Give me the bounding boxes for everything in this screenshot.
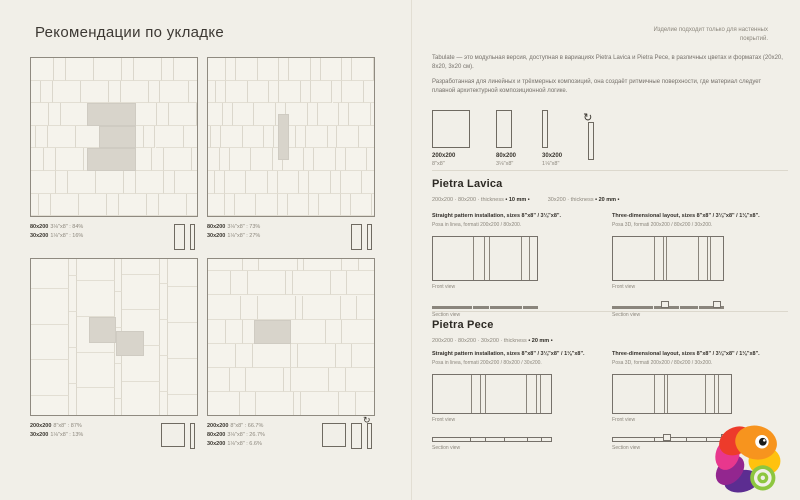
block-title: Three-dimensional layout, sizes 8"x8" / 3⅛"x8" / 1⅛"x8".	[612, 213, 760, 219]
block-subtitle: Posa in linea, formati 200x200 / 80x200.	[432, 222, 522, 229]
front-view-label: Front view	[612, 284, 636, 291]
tile-30x200-icon	[542, 110, 548, 148]
front-view-diagram	[612, 236, 724, 281]
formats-line-lavica: 200x200 · 80x200 · thickness • 10 mm • 30x200 · thickness • 20 mm •	[432, 197, 620, 203]
caption-line: 80x200 3⅛"x8" : 84%	[30, 224, 84, 230]
pece-straight-block	[432, 351, 604, 451]
tile-200x200-icon	[161, 423, 185, 447]
tile-pattern-diagram-4	[207, 258, 375, 416]
tile-30x200-rotated-icon	[583, 112, 594, 160]
vertical-divider	[411, 0, 412, 500]
diagram-caption	[207, 415, 375, 449]
front-view-diagram	[612, 374, 732, 414]
tile-30x200-icon	[190, 423, 195, 449]
formats-line-pece: 200x200 · 80x200 · 30x200 · thickness • 20 mm •	[432, 338, 553, 344]
caption-line: 30x200 1⅛"x8" : 6.6%	[207, 440, 262, 447]
caption-line: 200x200 8"x8" : 87%	[30, 423, 82, 429]
diagram-group-4	[207, 258, 375, 449]
block-title: Straight pattern installation, sizes 8"x8" / 3⅛"x8" / 1⅛"x8".	[432, 351, 585, 357]
diagram-caption	[30, 223, 198, 250]
caption-line: 30x200 1⅛"x8" : 16%	[30, 232, 84, 239]
product-note: Изделие подходит только для настенных покрытий.	[653, 27, 768, 42]
lavica-3d-block	[612, 213, 784, 318]
section-heading-pietra-pece: Pietra Pece	[432, 319, 494, 331]
caption-line: 200x200 8"x8" : 66.7%	[207, 423, 264, 429]
caption-line: 30x200 1⅛"x8" : 13%	[30, 431, 84, 438]
front-view-diagram	[432, 236, 538, 281]
block-subtitle: Posa 3D, formati 200x200 / 80x200 / 30x200.	[612, 222, 713, 229]
tile-30x200-icon	[190, 224, 195, 250]
tile-200x200-icon	[432, 110, 470, 148]
section-view-label: Section view	[612, 445, 641, 452]
tile-pattern-diagram-1	[30, 57, 198, 217]
front-view-diagram	[432, 374, 552, 414]
section-view-diagram	[612, 300, 724, 309]
format-200x200: 200x200 8"x8"	[432, 108, 470, 167]
block-title: Three-dimensional layout, sizes 8"x8" / 3⅛"x8" / 1⅛"x8".	[612, 351, 760, 357]
diagram-caption	[30, 422, 198, 449]
lavica-straight-block	[432, 213, 604, 318]
intro-paragraph-1: Tabulate — это модульная версия, доступная в вариациях Pietra Lavica и Pietra Pece, в различных цветах и форматах (20x20, 8x20, 3x20 см).	[432, 55, 783, 70]
tile-80x200-icon	[496, 110, 512, 148]
section-view-diagram	[432, 300, 538, 309]
tile-pattern-diagram-2	[207, 57, 375, 217]
section-view-label: Section view	[432, 312, 461, 319]
tile-200x200-icon	[322, 423, 346, 447]
format-80x200: 80x200 3⅛"x8"	[496, 108, 516, 167]
caption-line: 30x200 1⅛"x8" : 27%	[207, 232, 261, 239]
diagram-group-2	[207, 57, 375, 250]
format-icons-row	[432, 108, 594, 167]
block-subtitle: Posa in linea, formati 200x200 / 80x200 / 30x200.	[432, 360, 542, 367]
tile-30x200-rotated-icon	[363, 415, 372, 449]
divider	[432, 170, 788, 171]
tile-pattern-diagram-3	[30, 258, 198, 416]
section-view-diagram	[432, 433, 552, 442]
section-view-label: Section view	[612, 312, 641, 319]
caption-line: 80x200 3⅛"x8" : 26.7%	[207, 431, 265, 438]
rotate-icon: ↻	[583, 112, 593, 124]
format-30x200-rotated	[583, 112, 594, 167]
page-title: Рекомендации по укладке	[35, 24, 224, 41]
caption-line: 80x200 3⅛"x8" : 73%	[207, 224, 261, 230]
front-view-label: Front view	[432, 417, 456, 424]
tile-80x200-icon	[351, 423, 362, 449]
tile-80x200-icon	[174, 224, 185, 250]
block-title: Straight pattern installation, sizes 8"x8" / 3⅛"x8".	[432, 213, 562, 219]
diagram-caption	[207, 223, 375, 250]
front-view-label: Front view	[612, 417, 636, 424]
section-view-label: Section view	[432, 445, 461, 452]
divider	[432, 311, 788, 312]
section-heading-pietra-lavica: Pietra Lavica	[432, 178, 503, 190]
diagram-group-3	[30, 258, 198, 449]
chameleon-logo	[704, 414, 788, 498]
format-30x200: 30x200 1⅛"x8"	[542, 108, 562, 167]
diagram-group-1	[30, 57, 198, 250]
intro-paragraph-2: Разработанная для линейных и трёхмерных композиций, она создаёт ритмичные поверхности, где материал следует плавной архитектурной композиционной логике.	[432, 79, 762, 94]
block-subtitle: Posa 3D, formati 200x200 / 80x200 / 30x200.	[612, 360, 713, 367]
tile-30x200-icon	[367, 224, 372, 250]
rotate-icon: ↻	[363, 415, 371, 425]
tile-80x200-icon	[351, 224, 362, 250]
front-view-label: Front view	[432, 284, 456, 291]
